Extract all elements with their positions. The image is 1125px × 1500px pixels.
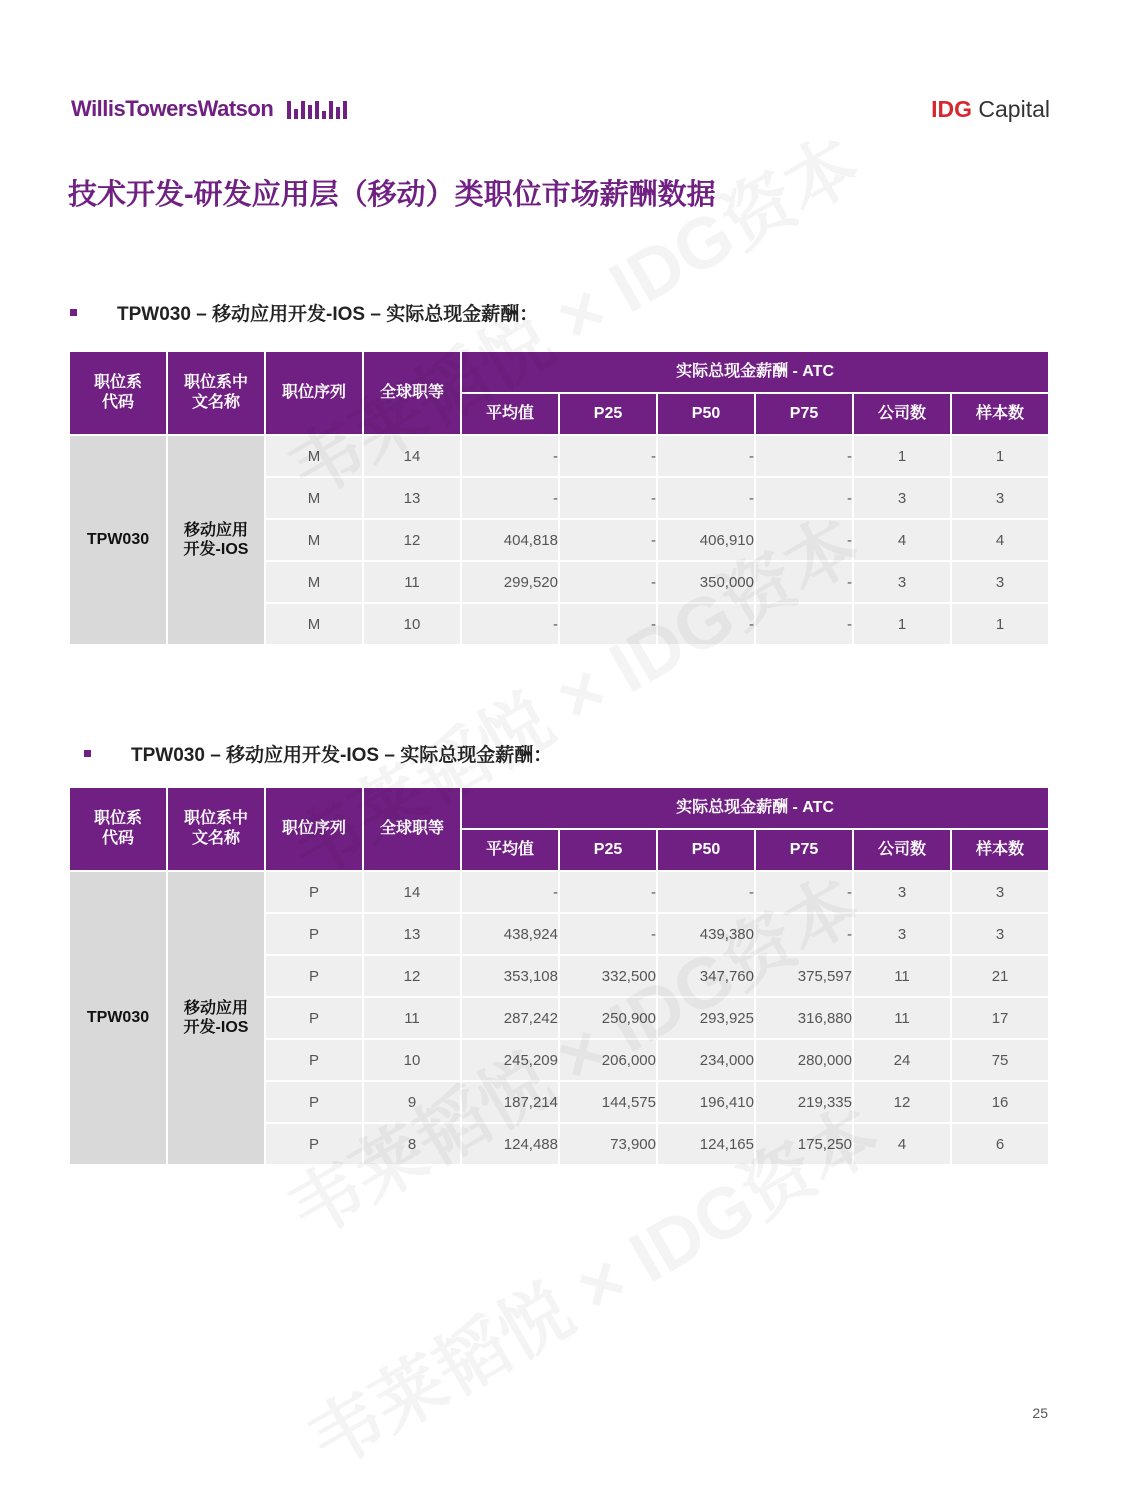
- p75-cell: -: [756, 520, 852, 560]
- p50-cell: -: [658, 604, 754, 644]
- seq-cell: P: [266, 1124, 362, 1164]
- samples-cell: 16: [952, 1082, 1048, 1122]
- p75-cell: -: [756, 872, 852, 912]
- wtw-logo-text: WillisTowersWatson: [71, 96, 274, 121]
- page-title: 技术开发-研发应用层（移动）类职位市场薪酬数据: [68, 179, 716, 211]
- grade-cell: 13: [364, 914, 460, 954]
- header-grade: 全球职等: [364, 352, 460, 434]
- p75-cell: -: [756, 562, 852, 602]
- p25-cell: -: [560, 436, 656, 476]
- p25-cell: 144,575: [560, 1082, 656, 1122]
- header-code: 职位系代码: [70, 788, 166, 870]
- seq-cell: M: [266, 436, 362, 476]
- grade-cell: 11: [364, 998, 460, 1038]
- p25-cell: -: [560, 914, 656, 954]
- seq-cell: P: [266, 956, 362, 996]
- header-avg: 平均值: [462, 830, 558, 870]
- companies-cell: 3: [854, 872, 950, 912]
- p75-cell: 280,000: [756, 1040, 852, 1080]
- p50-cell: 347,760: [658, 956, 754, 996]
- section-heading-text: TPW030 – 移动应用开发-IOS – 实际总现金薪酬：: [117, 304, 539, 325]
- header-p25: P25: [560, 394, 656, 434]
- p50-cell: -: [658, 436, 754, 476]
- idg-capital-logo: [931, 96, 1050, 123]
- table-row: [70, 436, 1048, 476]
- samples-cell: 4: [952, 520, 1048, 560]
- bullet-icon: [84, 750, 91, 757]
- samples-cell: 75: [952, 1040, 1048, 1080]
- p50-cell: 234,000: [658, 1040, 754, 1080]
- avg-cell: 438,924: [462, 914, 558, 954]
- samples-cell: 3: [952, 872, 1048, 912]
- avg-cell: 187,214: [462, 1082, 558, 1122]
- p75-cell: -: [756, 436, 852, 476]
- p25-cell: 73,900: [560, 1124, 656, 1164]
- p50-cell: 350,000: [658, 562, 754, 602]
- seq-cell: P: [266, 1082, 362, 1122]
- companies-cell: 4: [854, 520, 950, 560]
- grade-cell: 10: [364, 1040, 460, 1080]
- seq-cell: P: [266, 872, 362, 912]
- companies-cell: 1: [854, 604, 950, 644]
- wtw-logo-mark-icon: [287, 99, 347, 119]
- avg-cell: 404,818: [462, 520, 558, 560]
- bullet-icon: [70, 309, 77, 316]
- p25-cell: 250,900: [560, 998, 656, 1038]
- companies-cell: 3: [854, 478, 950, 518]
- seq-cell: M: [266, 520, 362, 560]
- p25-cell: -: [560, 562, 656, 602]
- section-heading-text: TPW030 – 移动应用开发-IOS – 实际总现金薪酬：: [131, 745, 553, 766]
- grade-cell: 14: [364, 436, 460, 476]
- seq-cell: M: [266, 604, 362, 644]
- avg-cell: 245,209: [462, 1040, 558, 1080]
- avg-cell: 299,520: [462, 562, 558, 602]
- companies-cell: 3: [854, 914, 950, 954]
- grade-cell: 14: [364, 872, 460, 912]
- header-p75: P75: [756, 830, 852, 870]
- p75-cell: -: [756, 478, 852, 518]
- header-companies: 公司数: [854, 394, 950, 434]
- job-name-cell: 移动应用开发-IOS: [168, 872, 264, 1164]
- header-atc: 实际总现金薪酬 - ATC: [462, 352, 1048, 392]
- salary-table-m: [68, 350, 1050, 646]
- header-name: 职位系中文名称: [168, 788, 264, 870]
- samples-cell: 21: [952, 956, 1048, 996]
- samples-cell: 6: [952, 1124, 1048, 1164]
- table-row: [70, 872, 1048, 912]
- samples-cell: 3: [952, 562, 1048, 602]
- p75-cell: 316,880: [756, 998, 852, 1038]
- header-p25: P25: [560, 830, 656, 870]
- p50-cell: 124,165: [658, 1124, 754, 1164]
- companies-cell: 11: [854, 998, 950, 1038]
- samples-cell: 3: [952, 914, 1048, 954]
- p25-cell: -: [560, 520, 656, 560]
- p75-cell: 175,250: [756, 1124, 852, 1164]
- idg-logo-prefix: IDG: [931, 96, 972, 122]
- seq-cell: P: [266, 1040, 362, 1080]
- header-sequence: 职位序列: [266, 352, 362, 434]
- seq-cell: M: [266, 562, 362, 602]
- companies-cell: 4: [854, 1124, 950, 1164]
- p50-cell: 196,410: [658, 1082, 754, 1122]
- header-atc: 实际总现金薪酬 - ATC: [462, 788, 1048, 828]
- page-number: 25: [1032, 1405, 1048, 1421]
- companies-cell: 12: [854, 1082, 950, 1122]
- p25-cell: -: [560, 604, 656, 644]
- companies-cell: 3: [854, 562, 950, 602]
- p50-cell: -: [658, 872, 754, 912]
- header-companies: 公司数: [854, 830, 950, 870]
- p25-cell: -: [560, 872, 656, 912]
- header-p50: P50: [658, 830, 754, 870]
- job-code-cell: TPW030: [70, 872, 166, 1164]
- avg-cell: -: [462, 478, 558, 518]
- p75-cell: -: [756, 604, 852, 644]
- p50-cell: 406,910: [658, 520, 754, 560]
- p50-cell: 293,925: [658, 998, 754, 1038]
- section-heading-1: [70, 299, 538, 326]
- p75-cell: 219,335: [756, 1082, 852, 1122]
- seq-cell: M: [266, 478, 362, 518]
- p50-cell: 439,380: [658, 914, 754, 954]
- grade-cell: 9: [364, 1082, 460, 1122]
- companies-cell: 24: [854, 1040, 950, 1080]
- samples-cell: 17: [952, 998, 1048, 1038]
- job-name-cell: 移动应用开发-IOS: [168, 436, 264, 644]
- willis-towers-watson-logo: [71, 96, 347, 122]
- grade-cell: 13: [364, 478, 460, 518]
- avg-cell: -: [462, 604, 558, 644]
- seq-cell: P: [266, 998, 362, 1038]
- job-code-cell: TPW030: [70, 436, 166, 644]
- p75-cell: 375,597: [756, 956, 852, 996]
- avg-cell: 353,108: [462, 956, 558, 996]
- header-avg: 平均值: [462, 394, 558, 434]
- avg-cell: -: [462, 872, 558, 912]
- p50-cell: -: [658, 478, 754, 518]
- samples-cell: 3: [952, 478, 1048, 518]
- companies-cell: 1: [854, 436, 950, 476]
- p25-cell: 332,500: [560, 956, 656, 996]
- avg-cell: -: [462, 436, 558, 476]
- grade-cell: 8: [364, 1124, 460, 1164]
- grade-cell: 10: [364, 604, 460, 644]
- companies-cell: 11: [854, 956, 950, 996]
- grade-cell: 12: [364, 956, 460, 996]
- section-heading-2: [84, 740, 552, 767]
- samples-cell: 1: [952, 604, 1048, 644]
- header-samples: 样本数: [952, 830, 1048, 870]
- header-code: 职位系代码: [70, 352, 166, 434]
- avg-cell: 287,242: [462, 998, 558, 1038]
- idg-logo-suffix: Capital: [978, 96, 1050, 122]
- header-sequence: 职位序列: [266, 788, 362, 870]
- header-samples: 样本数: [952, 394, 1048, 434]
- header-name: 职位系中文名称: [168, 352, 264, 434]
- grade-cell: 12: [364, 520, 460, 560]
- header-p50: P50: [658, 394, 754, 434]
- grade-cell: 11: [364, 562, 460, 602]
- salary-table-p: [68, 786, 1050, 1166]
- p25-cell: -: [560, 478, 656, 518]
- avg-cell: 124,488: [462, 1124, 558, 1164]
- p25-cell: 206,000: [560, 1040, 656, 1080]
- samples-cell: 1: [952, 436, 1048, 476]
- header-grade: 全球职等: [364, 788, 460, 870]
- p75-cell: -: [756, 914, 852, 954]
- seq-cell: P: [266, 914, 362, 954]
- header-p75: P75: [756, 394, 852, 434]
